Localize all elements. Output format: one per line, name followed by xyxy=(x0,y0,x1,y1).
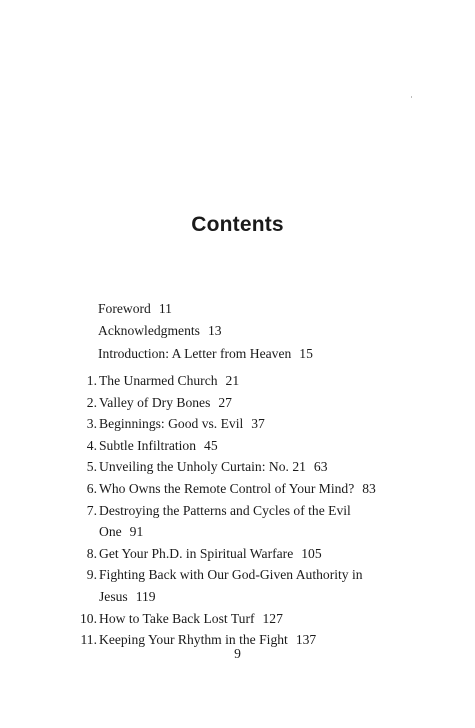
entry-page: 127 xyxy=(262,610,283,626)
toc-entry-chapter-1 xyxy=(30,370,376,392)
toc-entry-chapter-4 xyxy=(30,435,376,457)
entry-page: 45 xyxy=(204,437,218,453)
entry-title: Fighting Back with Our God-Given Authority in xyxy=(99,567,363,583)
entry-title: Valley of Dry Bones xyxy=(99,394,211,410)
entry-page: 21 xyxy=(225,373,240,388)
chapter-number: 5. xyxy=(86,459,97,475)
entry-title: The Unarmed Church xyxy=(99,373,218,388)
entry-page: 91 xyxy=(129,524,144,540)
entry-title: Keeping Your Rhythm in the Fight xyxy=(99,632,288,648)
entry-title-continued: Jesus xyxy=(99,588,128,604)
toc-entry-chapter-9 xyxy=(30,564,376,607)
toc-entry-acknowledgments xyxy=(98,320,313,342)
entry-page: 137 xyxy=(295,632,317,648)
toc-entry-chapter-8 xyxy=(30,543,376,565)
toc-entry-chapter-2 xyxy=(30,392,376,414)
entry-title: Get Your Ph.D. in Spiritual Warfare xyxy=(99,545,294,561)
chapter-number: 7. xyxy=(86,502,97,518)
toc-entry-foreword xyxy=(98,298,313,320)
entry-title: Foreword xyxy=(98,301,151,316)
entry-title: Who Owns the Remote Control of Your Mind? xyxy=(99,480,355,496)
chapter-number: 11. xyxy=(80,632,97,648)
entry-page: 119 xyxy=(135,588,156,604)
entry-title: Unveiling the Unholy Curtain: No. 21 xyxy=(99,459,306,475)
chapter-number: 3. xyxy=(86,416,97,432)
entry-title: Destroying the Patterns and Cycles of the Evil xyxy=(99,502,351,518)
chapter-number: 6. xyxy=(86,480,97,496)
chapter-number: 8. xyxy=(86,545,97,561)
toc-entry-chapter-10 xyxy=(30,608,376,630)
page-number: 9 xyxy=(234,646,241,661)
entry-page: 37 xyxy=(251,416,265,432)
chapter-number: 9. xyxy=(86,567,97,583)
entry-page: 105 xyxy=(301,545,322,561)
entry-title: Introduction: A Letter from Heaven xyxy=(98,345,292,361)
page-title: Contents xyxy=(191,213,284,237)
entry-title-continued: One xyxy=(99,524,122,540)
entry-title: Beginnings: Good vs. Evil xyxy=(99,416,244,432)
toc-entry-chapter-7 xyxy=(30,500,376,543)
toc-entry-chapter-6 xyxy=(30,478,376,500)
toc-entry-chapter-5 xyxy=(30,456,376,478)
front-matter-list xyxy=(98,298,313,365)
entry-page: 15 xyxy=(299,345,313,361)
entry-page: 63 xyxy=(313,459,328,475)
chapter-number: 4. xyxy=(86,437,97,453)
entry-title: How to Take Back Lost Turf xyxy=(99,610,255,626)
chapter-number: 1. xyxy=(86,373,97,388)
entry-title: Acknowledgments xyxy=(98,323,200,339)
entry-title: Subtle Infiltration xyxy=(99,437,197,453)
chapter-number: 2. xyxy=(86,394,97,410)
chapter-list xyxy=(30,370,376,651)
entry-page: 11 xyxy=(158,301,172,316)
entry-page: 83 xyxy=(362,480,376,496)
chapter-number: 10. xyxy=(80,610,97,626)
scan-speck xyxy=(411,96,412,98)
toc-entry-chapter-3 xyxy=(30,413,376,435)
entry-page: 13 xyxy=(207,323,222,339)
toc-entry-introduction xyxy=(98,343,313,365)
entry-page: 27 xyxy=(218,394,232,410)
